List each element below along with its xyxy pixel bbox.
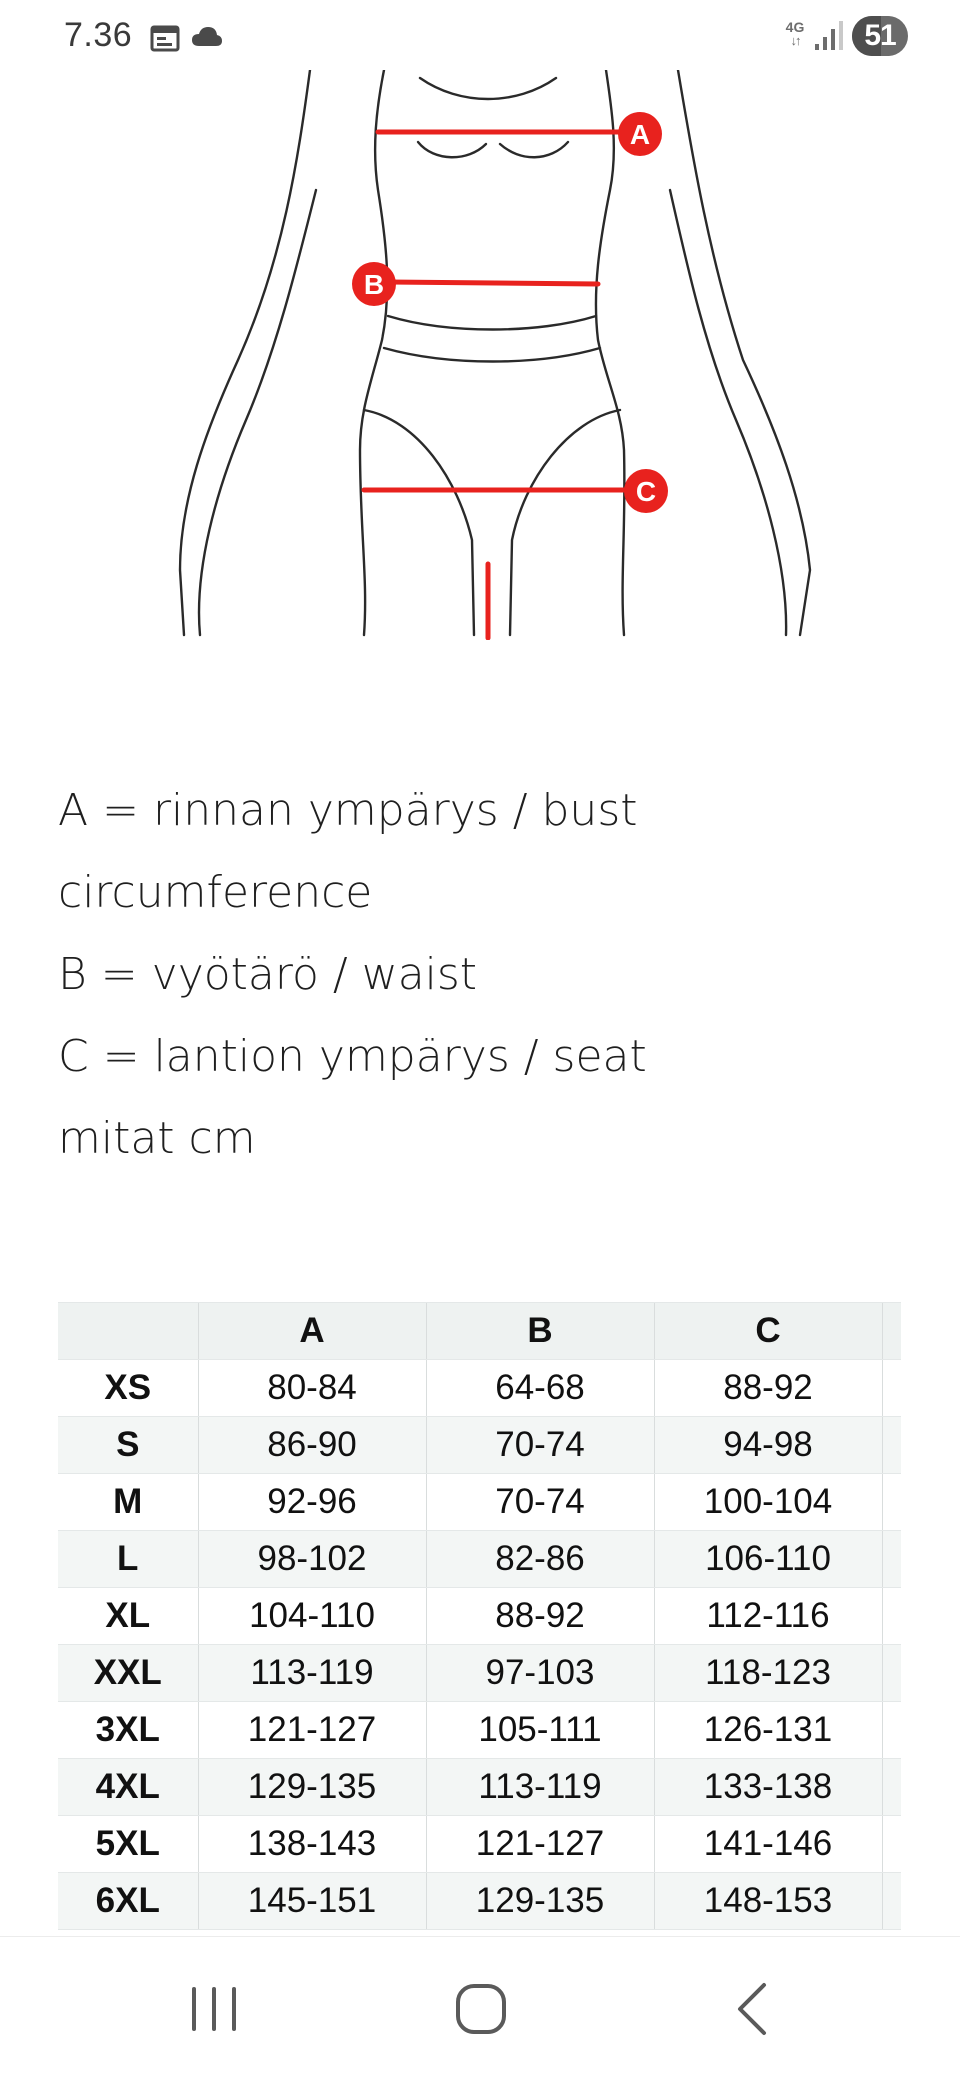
waistband-upper [388,316,596,330]
table-cell-spacer [882,1645,901,1702]
table-cell: 64-68 [426,1360,654,1417]
table-cell: 97-103 [426,1645,654,1702]
table-row [58,1816,901,1873]
table-row [58,1474,901,1531]
table-cell: 129-135 [198,1759,426,1816]
table-cell: 148-153 [654,1873,882,1930]
neckline [420,78,556,99]
table-cell-spacer [882,1417,901,1474]
table-cell: 133-138 [654,1759,882,1816]
table-cell: 80-84 [198,1360,426,1417]
size-label: M [58,1474,198,1531]
size-chart-table [58,1302,901,1930]
body-outline-right-torso [596,70,624,635]
table-cell: 70-74 [426,1474,654,1531]
marker-a [618,112,662,156]
leg-opening-right [510,410,620,635]
legend-line-b: B = vyötärö / waist [58,949,478,1000]
size-label: XS [58,1360,198,1417]
size-label: XL [58,1588,198,1645]
body-outline-left-torso [360,70,387,635]
network-arrows-icon: ↓↑ [790,33,800,48]
body-outline-right-arm-inner [670,190,786,635]
back-icon[interactable] [712,1969,792,2049]
table-cell: 121-127 [198,1702,426,1759]
network-type-label: 4G [785,19,805,35]
table-cell: 113-119 [198,1645,426,1702]
table-cell: 118-123 [654,1645,882,1702]
table-cell: 121-127 [426,1816,654,1873]
battery-icon [852,16,908,56]
table-cell: 86-90 [198,1417,426,1474]
table-header-b: B [426,1303,654,1360]
recents-icon[interactable] [174,1969,254,2049]
marker-c-label: C [635,476,657,507]
marker-b-label: B [363,269,385,300]
status-bar [0,0,960,72]
legend-line-c: C = lantion ympärys / seat [58,1031,647,1082]
table-header-row [58,1303,901,1360]
size-label: 6XL [58,1873,198,1930]
table-header-size [58,1303,198,1360]
legend-unit-note: mitat cm [58,1113,256,1164]
marker-c [624,469,668,513]
table-cell-spacer [882,1474,901,1531]
system-navigation-bar [0,1936,960,2081]
marker-a-label: A [629,119,651,150]
table-row [58,1588,901,1645]
table-cell: 70-74 [426,1417,654,1474]
table-header-a: A [198,1303,426,1360]
marker-b [352,262,396,306]
bust-curve-left [418,142,486,157]
table-header-c: C [654,1303,882,1360]
table-cell: 98-102 [198,1531,426,1588]
measurement-figure [88,70,868,640]
calendar-icon [150,24,180,52]
table-cell-spacer [882,1588,901,1645]
table-cell: 92-96 [198,1474,426,1531]
table-cell-spacer [882,1531,901,1588]
size-label: 4XL [58,1759,198,1816]
size-label: XXL [58,1645,198,1702]
table-cell: 88-92 [654,1360,882,1417]
home-icon[interactable] [441,1969,521,2049]
table-cell-spacer [882,1873,901,1930]
table-cell-spacer [882,1360,901,1417]
battery-level: 51 [864,19,896,52]
bust-curve-right [500,142,568,157]
legend-line-a: A = rinnan ympärys / bust circumference [58,785,638,918]
size-label: S [58,1417,198,1474]
table-cell: 141-146 [654,1816,882,1873]
table-header-spacer [882,1303,901,1360]
size-label: 3XL [58,1702,198,1759]
table-cell: 112-116 [654,1588,882,1645]
table-cell-spacer [882,1759,901,1816]
table-cell: 94-98 [654,1417,882,1474]
table-cell: 145-151 [198,1873,426,1930]
size-label: L [58,1531,198,1588]
network-indicator [782,20,808,48]
table-row [58,1759,901,1816]
leg-opening-left [364,410,474,635]
table-cell: 88-92 [426,1588,654,1645]
body-outline-left-arm [180,70,310,635]
cloud-icon [190,24,224,48]
table-row [58,1360,901,1417]
table-cell: 100-104 [654,1474,882,1531]
table-cell: 129-135 [426,1873,654,1930]
table-row [58,1645,901,1702]
table-cell: 138-143 [198,1816,426,1873]
status-time: 7.36 [64,16,133,54]
table-cell: 105-111 [426,1702,654,1759]
size-label: 5XL [58,1816,198,1873]
table-cell: 106-110 [654,1531,882,1588]
table-row [58,1417,901,1474]
waistband-lower [384,348,600,362]
measurement-line-b [388,282,598,284]
signal-icon [814,18,844,52]
table-cell-spacer [882,1702,901,1759]
measurement-legend [58,770,878,1180]
table-row [58,1531,901,1588]
body-outline-right-arm [678,70,810,635]
table-cell: 113-119 [426,1759,654,1816]
table-row [58,1873,901,1930]
table-cell: 126-131 [654,1702,882,1759]
table-cell: 104-110 [198,1588,426,1645]
table-cell: 82-86 [426,1531,654,1588]
table-cell-spacer [882,1816,901,1873]
table-row [58,1702,901,1759]
